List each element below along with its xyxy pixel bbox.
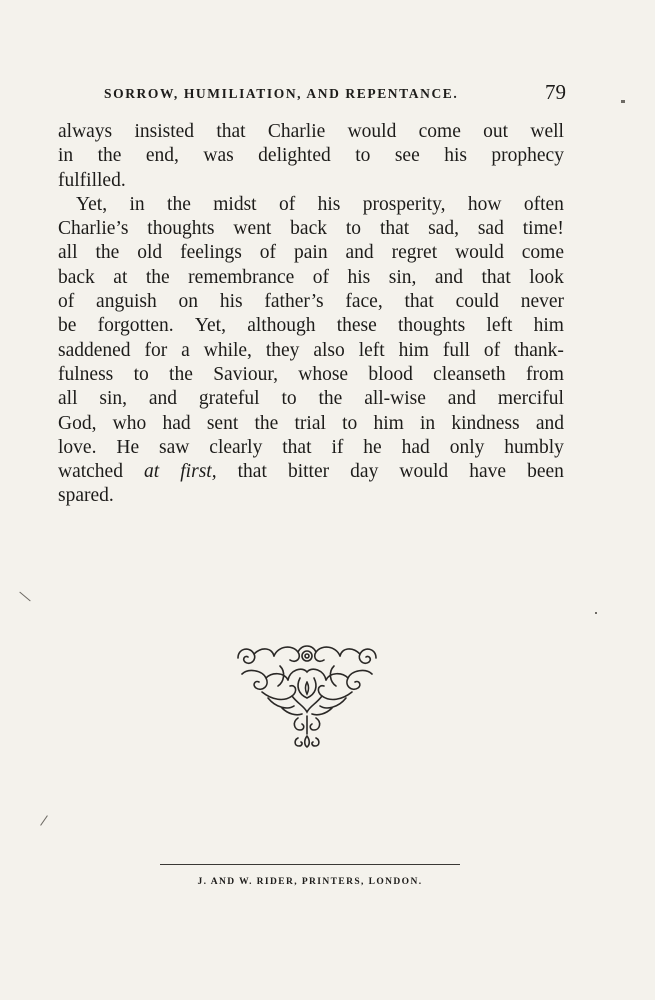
word: the bbox=[145, 266, 170, 288]
word: prophecy bbox=[491, 145, 564, 167]
word: back bbox=[290, 218, 327, 240]
word: to bbox=[133, 363, 149, 385]
word: see bbox=[394, 145, 420, 167]
word: his bbox=[444, 145, 467, 167]
word: they bbox=[265, 339, 300, 361]
word: of bbox=[278, 193, 296, 215]
word: grateful bbox=[198, 388, 260, 410]
text-line bbox=[58, 266, 564, 290]
word: that bbox=[481, 266, 511, 288]
word: of bbox=[483, 339, 501, 361]
text-line bbox=[58, 217, 564, 241]
word: time! bbox=[522, 218, 564, 240]
word: been bbox=[527, 461, 564, 483]
word: how bbox=[467, 193, 502, 215]
word: although bbox=[247, 315, 316, 337]
word: Charlie bbox=[267, 121, 326, 142]
word: sin, bbox=[388, 266, 417, 288]
paper-speck bbox=[40, 815, 48, 825]
word: left bbox=[358, 339, 385, 361]
word: and bbox=[535, 412, 564, 434]
text-line bbox=[58, 387, 564, 411]
text-line bbox=[58, 412, 564, 436]
word: day bbox=[350, 461, 379, 483]
word: left bbox=[486, 315, 513, 337]
word: kindness bbox=[451, 412, 520, 434]
word: the bbox=[169, 363, 193, 385]
word: whose bbox=[298, 363, 349, 385]
word: father’s bbox=[264, 291, 324, 313]
word: at bbox=[113, 266, 128, 288]
word: bitter bbox=[287, 461, 330, 483]
word: in bbox=[58, 145, 74, 167]
word: remembrance bbox=[188, 266, 295, 288]
word: cleanseth bbox=[433, 363, 506, 385]
text-line bbox=[58, 241, 564, 265]
word: come bbox=[418, 121, 461, 142]
word: the bbox=[97, 145, 122, 167]
word: to bbox=[281, 388, 297, 410]
word: in bbox=[129, 193, 145, 215]
word: end, bbox=[145, 145, 179, 167]
word: him bbox=[533, 315, 564, 337]
word: of bbox=[259, 242, 277, 264]
word: often bbox=[523, 193, 564, 215]
word: could bbox=[455, 291, 499, 313]
word: who bbox=[112, 412, 147, 434]
text-line bbox=[58, 290, 564, 314]
word: all-wise bbox=[364, 388, 426, 410]
word: trial bbox=[294, 412, 326, 434]
word: midst bbox=[213, 193, 257, 215]
word: and bbox=[434, 266, 464, 288]
word: fulness bbox=[58, 363, 114, 385]
word: at bbox=[144, 461, 160, 483]
word: blood bbox=[368, 363, 413, 385]
word: Yet, bbox=[194, 315, 226, 337]
word: feelings bbox=[180, 242, 242, 264]
word: of bbox=[312, 266, 330, 288]
text-line: fulfilled. bbox=[58, 169, 126, 191]
text-line bbox=[58, 144, 564, 168]
word: from bbox=[526, 363, 564, 385]
word: if bbox=[331, 436, 344, 458]
text-line bbox=[58, 436, 564, 460]
word: forgotten. bbox=[97, 315, 174, 337]
word: on bbox=[178, 291, 199, 313]
word: merciful bbox=[497, 388, 564, 410]
word: would bbox=[399, 461, 449, 483]
word: of bbox=[58, 291, 75, 313]
word: would bbox=[455, 242, 504, 264]
word: insisted bbox=[134, 121, 195, 142]
word: was bbox=[203, 145, 234, 167]
word: would bbox=[347, 121, 397, 142]
running-head bbox=[104, 80, 566, 104]
word: regret bbox=[391, 242, 438, 264]
word: also bbox=[313, 339, 345, 361]
word: all bbox=[58, 242, 78, 264]
word: Saviour, bbox=[213, 363, 278, 385]
text-line: spared. bbox=[58, 485, 114, 507]
word: full bbox=[442, 339, 470, 361]
text-line bbox=[58, 193, 564, 217]
text-line bbox=[58, 314, 564, 338]
word: pain bbox=[294, 242, 328, 264]
word: and bbox=[148, 388, 178, 410]
word: the bbox=[95, 242, 120, 264]
paper-speck bbox=[621, 100, 625, 103]
word: had bbox=[162, 412, 191, 434]
word: his bbox=[347, 266, 371, 288]
paper-speck bbox=[19, 592, 30, 602]
word: well bbox=[530, 121, 564, 142]
word: delighted bbox=[258, 145, 331, 167]
word: him bbox=[398, 339, 429, 361]
word: for bbox=[144, 339, 168, 361]
page-number: 79 bbox=[545, 80, 566, 104]
body-text bbox=[58, 120, 564, 509]
word: clearly bbox=[209, 436, 263, 458]
word: that bbox=[216, 121, 246, 142]
word: he bbox=[363, 436, 382, 458]
word: the bbox=[318, 388, 343, 410]
word: his bbox=[317, 193, 341, 215]
word: to bbox=[342, 412, 358, 434]
word: only bbox=[449, 436, 485, 458]
word: a bbox=[181, 339, 190, 361]
word: that bbox=[237, 461, 267, 483]
word: to bbox=[345, 218, 362, 240]
word: thoughts bbox=[398, 315, 466, 337]
word: sin, bbox=[99, 388, 128, 410]
word: always bbox=[58, 121, 113, 142]
running-title: SORROW, HUMILIATION, AND REPENTANCE. bbox=[104, 86, 459, 101]
word: never bbox=[520, 291, 564, 313]
word: that bbox=[379, 218, 410, 240]
word: and bbox=[447, 388, 476, 410]
word: him bbox=[373, 412, 404, 434]
word: anguish bbox=[96, 291, 157, 313]
word: Yet, bbox=[76, 193, 108, 215]
word: thoughts bbox=[147, 218, 215, 240]
word: God, bbox=[58, 412, 97, 434]
word: the bbox=[254, 412, 279, 434]
word: that bbox=[404, 291, 434, 313]
word: all bbox=[58, 388, 78, 410]
word: thank- bbox=[514, 339, 564, 361]
word: had bbox=[401, 436, 430, 458]
word: have bbox=[469, 461, 507, 483]
word: come bbox=[521, 242, 564, 264]
word: while, bbox=[203, 339, 252, 361]
word: the bbox=[167, 193, 191, 215]
word: old bbox=[137, 242, 163, 264]
word: look bbox=[529, 266, 564, 288]
text-line-emphasis bbox=[58, 460, 564, 484]
word: first, bbox=[180, 461, 217, 483]
word: back bbox=[58, 266, 95, 288]
word: saddened bbox=[58, 339, 131, 361]
word: his bbox=[219, 291, 243, 313]
text-line bbox=[58, 363, 564, 387]
text-line bbox=[58, 120, 564, 144]
word: Charlie’s bbox=[58, 218, 129, 240]
word: watched bbox=[58, 461, 123, 483]
paper-speck bbox=[595, 612, 597, 614]
printer-imprint: J. AND W. RIDER, PRINTERS, LONDON. bbox=[197, 877, 423, 887]
word: that bbox=[282, 436, 312, 458]
word: prosperity, bbox=[362, 193, 446, 215]
word: sad bbox=[477, 218, 504, 240]
footer-rule bbox=[160, 864, 460, 865]
word: and bbox=[345, 242, 374, 264]
word: saw bbox=[159, 436, 190, 458]
floral-tailpiece-icon bbox=[232, 642, 382, 750]
word: went bbox=[233, 218, 272, 240]
word: humbly bbox=[504, 436, 564, 458]
word: sad, bbox=[428, 218, 459, 240]
word: love. bbox=[58, 436, 97, 458]
word: these bbox=[336, 315, 377, 337]
word: sent bbox=[206, 412, 239, 434]
word: in bbox=[420, 412, 436, 434]
word: out bbox=[483, 121, 509, 142]
word: be bbox=[58, 315, 77, 337]
word: face, bbox=[345, 291, 383, 313]
word: He bbox=[116, 436, 140, 458]
word: to bbox=[355, 145, 371, 167]
text-line bbox=[58, 339, 564, 363]
